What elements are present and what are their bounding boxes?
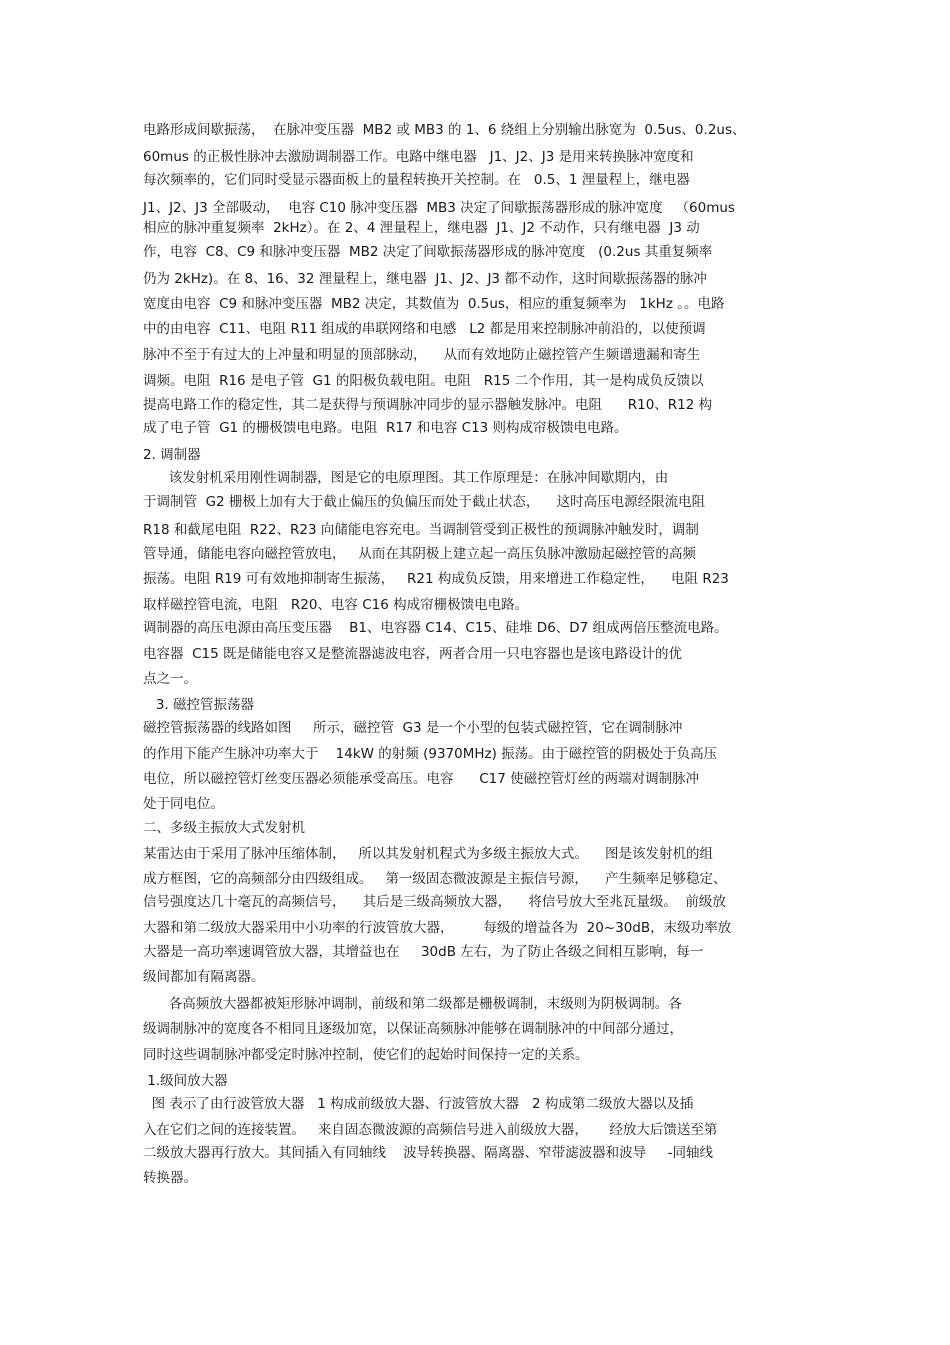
text-line: 该发射机采用刚性调制器，图是它的电原理图。其工作原理是：在脉冲间歇期内，由 <box>143 470 669 486</box>
text-line: 成方框图，它的高频部分由四级组成。 第一级固态微波源是主振信号源， 产生频率足够稳定、 <box>143 871 727 887</box>
text-line: 成了电子管 G1 的栅极馈电电路。电阻 R17 和电容 C13 则构成帘极馈电电路。 <box>143 420 628 436</box>
text-line: 级间都加有隔离器。 <box>143 969 265 985</box>
text-line: 调频。电阻 R16 是电子管 G1 的阳极负载电阻。电阻 R15 二个作用，其一是构成负反馈以 <box>143 373 704 389</box>
text-line: 转换器。 <box>143 1170 197 1186</box>
text-line: 脉冲不至于有过大的上冲量和明显的顶部脉动， 从而有效地防止磁控管产生频谱遗漏和寄生 <box>143 347 701 363</box>
text-line: 点之一。 <box>143 671 197 687</box>
text-line: 电容器 C15 既是储能电容又是整流器滤波电容，两者合用一只电容器也是该电路设计的优 <box>143 646 682 662</box>
text-line: 提高电路工作的稳定性，其二是获得与预调脉冲同步的显示器触发脉冲。电阻 R10、R12 构 <box>143 397 713 413</box>
text-line: 1.级间放大器 <box>143 1073 228 1089</box>
text-line: 调制器的高压电源由高压变压器 B1、电容器 C14、C15、硅堆 D6、D7 组成两倍压整流电路。 <box>143 620 728 636</box>
text-line: 管导通，储能电容向磁控管放电， 从而在其阴极上建立起一高压负脉冲激励起磁控管的高频 <box>143 546 696 562</box>
text-line: 大器是一高功率速调管放大器，其增益也在 30dB 左右，为了防止各级之间相互影响，每一 <box>143 944 704 960</box>
text-line: 相应的脉冲重复频率 2kHz）。在 2、4 浬量程上，继电器 J1、J2 不动作，只有继电器 J3 动 <box>143 220 700 236</box>
text-line: 入在它们之间的连接装置。 来自固态微波源的高频信号进入前级放大器， 经放大后馈送至第 <box>143 1122 718 1138</box>
text-line: 每次频率的，它们同时受显示器面板上的量程转换开关控制。在 0.5、1 浬量程上，继电器 <box>143 172 690 188</box>
text-line: 宽度由电容 C9 和脉冲变压器 MB2 决定，其数值为 0.5us，相应的重复频率为 1kHz 。。电路 <box>143 296 725 312</box>
text-line: 二、多级主振放大式发射机 <box>143 820 305 836</box>
text-line: 信号强度达几十毫瓦的高频信号， 其后是三级高频放大器， 将信号放大至兆瓦量级。 前级放 <box>143 894 726 910</box>
text-line: 作，电容 C8、C9 和脉冲变压器 MB2 决定了间歇振荡器形成的脉冲宽度 (0.2us 其重复频率 <box>143 244 713 260</box>
text-line: 某雷达由于采用了脉冲压缩体制， 所以其发射机程式为多级主振放大式。 图是该发射机的组 <box>143 846 714 862</box>
text-line: 磁控管振荡器的线路如图 所示，磁控管 G3 是一个小型的包装式磁控管，它在调制脉冲 <box>143 720 683 736</box>
text-line: 3. 磁控管振荡器 <box>143 697 255 713</box>
text-line: 电路形成间歇振荡， 在脉冲变压器 MB2 或 MB3 的 1、6 绕组上分别输出脉宽为 0.5us、0.2us、 <box>143 122 746 138</box>
text-line: 处于同电位。 <box>143 796 224 812</box>
text-line: 大器和第二级放大器采用中小功率的行波管放大器， 每级的增益各为 20~30dB，末级功率放 <box>143 920 732 936</box>
text-line: 各高频放大器都被矩形脉冲调制，前级和第二级都是栅极调制，末级则为阴极调制。各 <box>143 996 682 1012</box>
text-line: 于调制管 G2 栅极上加有大于截止偏压的负偏压而处于截止状态， 这时高压电源经限流电阻 <box>143 494 706 510</box>
text-line: 中的由电容 C11、电阻 R11 组成的串联网络和电感 L2 都是用来控制脉冲前沿的，以使预调 <box>143 321 706 337</box>
text-line: 图 表示了由行波管放大器 1 构成前级放大器、行波管放大器 2 构成第二级放大器以及插 <box>143 1096 694 1112</box>
text-line: J1、J2、J3 全部吸动， 电容 C10 脉冲变压器 MB3 决定了间歇振荡器形成的脉冲宽度 （60mus <box>143 200 735 216</box>
text-line: 60mus 的正极性脉冲去激励调制器工作。电路中继电器 J1、J2、J3 是用来转换脉冲宽度和 <box>143 149 694 165</box>
text-line: 取样磁控管电流，电阻 R20、电容 C16 构成帘栅极馈电电路。 <box>143 597 529 613</box>
text-line: 级调制脉冲的宽度各不相同且逐级加宽，以保证高频脉冲能够在调制脉冲的中间部分通过， <box>143 1021 683 1037</box>
text-line: 二级放大器再行放大。其间插入有同轴线 波导转换器、隔离器、窄带滤波器和波导 -同轴线 <box>143 1145 713 1161</box>
text-line: 电位，所以磁控管灯丝变压器必须能承受高压。电容 C17 使磁控管灯丝的两端对调制脉冲 <box>143 771 700 787</box>
text-line: 2. 调制器 <box>143 447 201 463</box>
text-line: R18 和截尾电阻 R22、R23 向储能电容充电。当调制管受到正极性的预调脉冲触发时，调制 <box>143 522 699 538</box>
text-line: 的作用下能产生脉冲功率大于 14kW 的射频 (9370MHz) 振荡。由于磁控管的阴极处于负高压 <box>143 746 718 762</box>
text-line: 振荡。电阻 R19 可有效地抑制寄生振荡， R21 构成负反馈，用来增进工作稳定性， 电阻 R23 <box>143 571 729 587</box>
text-line: 仍为 2kHz)。在 8、16、32 浬量程上，继电器 J1、J2、J3 都不动作，这时间歇振荡器的脉冲 <box>143 271 707 287</box>
text-line: 同时这些调制脉冲都受定时脉冲控制，使它们的起始时间保持一定的关系。 <box>143 1047 589 1063</box>
